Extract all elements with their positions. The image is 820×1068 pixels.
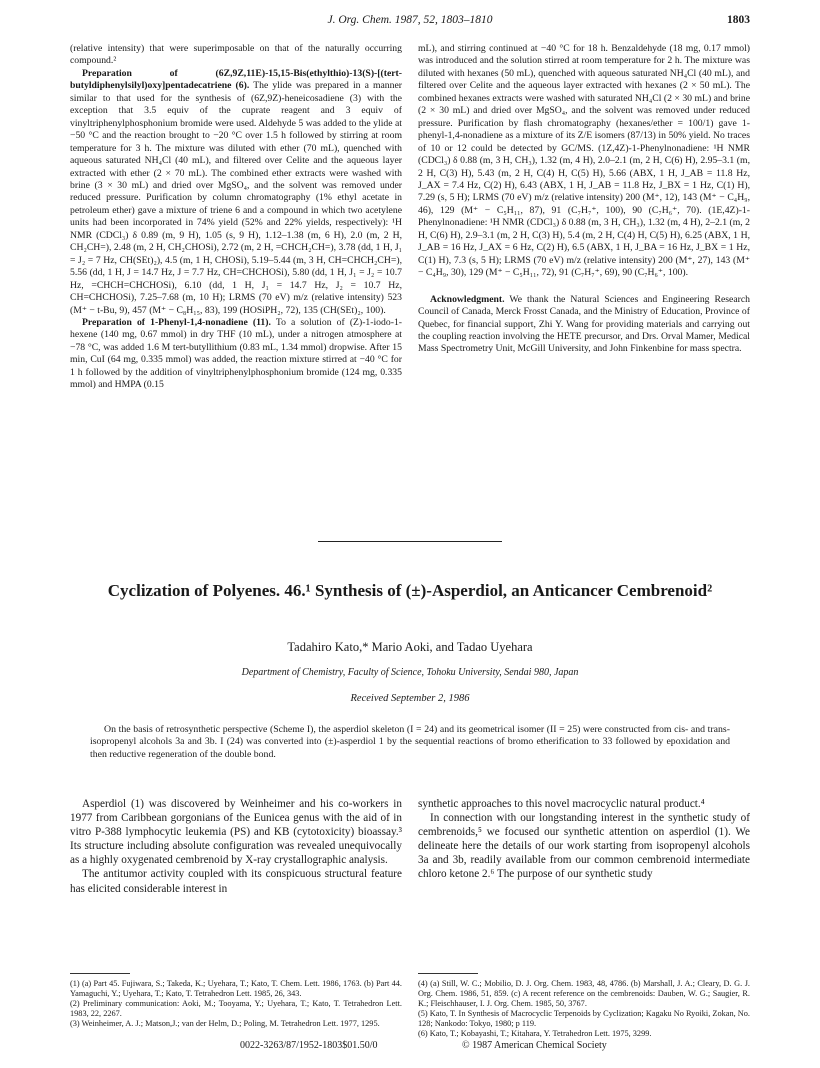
section-heading: Preparation of 1-Phenyl-1,4-nonadiene (11). [82, 316, 271, 328]
top-right-column [418, 43, 750, 356]
paragraph-text: The ylide was prepared in a manner similar to that used for the synthesis of (6Z,9Z)-heneicosadiene (3) with the exception that 3.5 equiv of the cuprate reagent and 3 equiv of vinyltriphenylphosphonium bromide were used. Aldehyde 5 was added to the ylide at −50 °C and the reaction brought to −20 °C over 1.5 h followed by stirring at room temperature for 3 h. The mixture was diluted with ether (70 mL), quenched with aqueous saturated NH₄Cl (40 mL), and filtered over Celite and the aqueous layer extracted with ether (2 × 70 mL). The combined ether extracts were washed with brine (3 × 30 mL) and dried over MgSO₄, and the solvent was removed under reduced pressure. Purification by column chromatography (1% ethyl acetate in petroleum ether) gave a mixture of triene 6 and a compound in which two acetylene units had been incorporated in 74% yield (52% and 22% yields, respectively): ¹H NMR (CDCl₃) δ 0.89 (m, 9 H), 1.05 (s, 9 H), 1.12–1.38 (m, 6 H), 2.0 (m, 2 H, CH₂CH=), 2.48 (m, 2 H, CH₂CHOSi), 2.72 (m, 2 H, =CHCH₂CH=), 3.78 (dd, 1 H, J₁ = J₂ = 7 Hz, CH(SEt)₂), 4.5 (m, 1 H, CHOSi), 5.19–5.44 (m, 3 H, CH=CHCH₂CH=), 5.56 (dd, 1 H, J = 14.7 Hz, J = 7.7 Hz, CH=CHCHOSi), 5.80 (dd, 1 H, J₁ = J₂ = 10.7 Hz, =CHCH=CHCHOSi), 6.10 (dd, 1 H, J₁ = 14.7 Hz, J₂ = 10.7 Hz, CH=CHCHOSi), 7.25–7.68 (m, 10 H); LRMS (70 eV) m/z (relative intensity) 523 (M⁺ − t-Bu, 9), 457 (M⁺ − C₈H₁₅, 83), 199 (HOSiPH₂, 72), 135 (CH(SEt)₂, 100). [70, 80, 403, 316]
paragraph: In connection with our longstanding interest in the synthetic study of cembrenoids,⁵ we focused our synthetic attention on asperdiol (1). We delineate here the details of our work starting from isopropenyl alcohols 3a and 3b, readily available from our common cembrenoid intermediate chloro ketone 2.⁶ The purpose of our synthetic study [418, 812, 750, 881]
body-right-column [418, 797, 750, 882]
article-authors: Tadahiro Kato,* Mario Aoki, and Tadao Uyehara [287, 640, 533, 654]
paragraph-text: To a solution of (Z)-1-iodo-1-hexene (140 mg, 0.67 mmol) in dry THF (10 mL), under a nitrogen atmosphere at −78 °C, was added 1.6 M tert-butyllithium (0.83 mL, 1.34 mmol) dropwise. After 15 min, CuI (64 mg, 0.335 mmol) was added, the reaction mixture stirred at −40 °C for 1 h followed by the addition of vinyltriphenylphosphonium bromide (124 mg, 0.335 mmol) and HMPA (0.15 [70, 316, 403, 391]
footnotes-right [418, 979, 750, 1040]
article-code: 0022-3263/87/1952-1803$01.50/0 [240, 1040, 378, 1051]
footnote-rule [70, 973, 130, 974]
acknowledgment [418, 294, 750, 356]
acknowledgment-heading: Acknowledgment. [430, 293, 505, 305]
running-header [70, 14, 750, 30]
footnote-rule [418, 973, 478, 974]
acknowledgment-text: We thank the Natural Sciences and Engineering Research Council of Canada, Merck Frosst Canada, and the Ministry of Education, Province of Quebec, for financial support, Zhi Y. Wang for providing materials and carrying out the coupling reaction involving the HETE precursor, and Drs. Orval Mamer, Medical Mass Spectrometry Unit, McGill University, and John Finkenbine for mass spectra. [418, 293, 751, 355]
paragraph: synthetic approaches to this novel macrocyclic natural product.⁴ [418, 798, 705, 810]
footnote: (5) Kato, T. In Synthesis of Macrocyclic Terpenoids by Cyclization; Kagaku No Ryoiki, Zokan, No. 128; Nankodo: Tokyo, 1980; p 119. [418, 1009, 750, 1029]
page-number: 1803 [727, 14, 750, 26]
journal-citation: J. Org. Chem. 1987, 52, 1803–1810 [327, 14, 493, 26]
paragraph: mL), and stirring continued at −40 °C for 18 h. Benzaldehyde (18 mg, 0.17 mmol) was introduced and the solution stirred at room temperature for 2 h. The mixture was diluted with hexanes (50 mL), quenched with aqueous saturated NH₄Cl (40 mL), and filtered over Celite and the aqueous layer extracted with hexanes (2 × 50 mL). The combined hexanes extracts were washed with saturated NH₄Cl (2 × 30 mL) and brine (2 × 30 mL) and dried over MgSO₄, and the solvent was removed under reduced pressure. Purification by flash chromatography (hexanes/ether = 100/1) gave 1-phenyl-1,4-nonadiene as a mixture of its Z/E isomers (87/13) in 50% yield. No traces of 10 or 12 could be detected by GC/MS. (1Z,4Z)-1-Phenylnonadiene: ¹H NMR (CDCl₃) δ 0.88 (m, 3 H, CH₃), 1.32 (m, 4 H), 2.0–2.1 (m, 2 H, C(6) H), 2.95–3.1 (m, 2 H, C(3) H), 5.43 (m, 2 H, C(4) H, C(5) H), 5.66 (ABX, 1 H, J_AB = 11.8 Hz, J_AX = 7.4 Hz, C(2) H), 6.43 (ABX, 1 H, J_AB = 11.8 Hz, J_BX = 1 Hz, C(1) H), 7.29 (s, 5 H); LRMS (70 eV) m/z (relative intensity) 200 (M⁺, 12), 143 (M⁺ − C₄H₉, 46), 129 (M⁺ − C₅H₁₁, 87), 91 (C₇H₇⁺, 100), 90 (C₇H₆⁺, 70). (1E,4Z)-1-Phenylnonadiene: ¹H NMR (CDCl₃) δ 0.88 (m, 3 H, CH₃), 1.32 (m, 4 H), 2–2.1 (m, 2 H, C(6) H), 2.9–3.1 (m, 2 H, C(3) H), 5.4 (m, 2 H, C(4) H, C(5) H), 6.25 (ABX, 1 H, J_AB = 16 Hz, J_AX = 6 Hz, C(2) H), 6.5 (ABX, 1 H, J_BA = 16 Hz, J_BX = 1 Hz, C(1) H), 7.3 (s, 5 H); LRMS (70 eV) m/z (relative intensity) 200 (M⁺, 27), 143 (M⁺ − C₄H₉, 30), 129 (M⁺ − C₅H₁₁, 72), 91 (C₇H₇⁺, 69), 90 (C₇H₆⁺, 100). [418, 43, 750, 279]
footnote: (2) Preliminary communication: Aoki, M.; Tooyama, Y.; Uyehara, T.; Kato, T. Tetrahedron Lett. 1983, 22, 2267. [70, 999, 402, 1019]
paragraph: The antitumor activity coupled with its conspicuous structural feature has elicited considerable interest in [70, 868, 402, 895]
footnote: (3) Weinheimer, A. J.; Matson,J.; van der Helm, D.; Poling, M. Tetrahedron Lett. 1977, 1295. [70, 1019, 380, 1029]
footnote: (4) (a) Still, W. C.; Mobilio, D. J. Org. Chem. 1983, 48, 4786. (b) Marshall, J. A.; Cleary, D. G. J. Org. Chem. 1986, 51, 859. (c) A recent reference on the cembrenoids: Dauben, W. G.; Saugier, R. K.; Fleischhauser, I. J. Org. Chem. 1985, 50, 3767. [418, 979, 750, 1009]
abstract: On the basis of retrosynthetic perspective (Scheme I), the asperdiol skeleton (I = 24) and its geometrical isomer (II = 25) were constructed from cis- and trans-isopropenyl alcohols 3a and 3b. I (24) was converted into (±)-asperdiol 1 by the sequential reactions of bromo etherification to 33 followed by epoxidation and then reductive regeneration of the double bond. [90, 724, 730, 760]
footnote: (6) Kato, T.; Kobayashi, T.; Kitahara, Y. Tetrahedron Lett. 1975, 3299. [418, 1029, 652, 1039]
article-title: Cyclization of Polyenes. 46.¹ Synthesis of (±)-Asperdiol, an Anticancer Cembrenoid² [107, 581, 713, 600]
footnote: (1) (a) Part 45. Fujiwara, S.; Takeda, K.; Uyehara, T.; Kato, T. Chem. Lett. 1986, 1763. (b) Part 44. Yamaguchi, Y.; Uyehara, T.; Kato, T. Tetrahedron Lett. 1985, 26, 343. [70, 979, 402, 999]
received-date: Received September 2, 1986 [350, 693, 470, 704]
article-divider [318, 541, 502, 542]
paragraph: Asperdiol (1) was discovered by Weinheimer and his co-workers in 1977 from Caribbean gorgonians of the Eunicea genus with the aid of in vitro P-388 lymphocytic leukemia (PS) and KB (cytotoxicity) bioassay.³ Its structure including absolute configuration was revealed unequivocally as a highly oxygenated cembrenoid by X-ray crystallographic analysis. [70, 798, 402, 867]
footnotes-left [70, 979, 402, 1029]
paragraph [70, 68, 402, 317]
article-affiliation: Department of Chemistry, Faculty of Science, Tohoku University, Sendai 980, Japan [241, 667, 579, 678]
top-left-column [70, 43, 402, 392]
paragraph: (relative intensity) that were superimposable on that of the naturally occurring compound.² [70, 43, 402, 67]
body-left-column [70, 797, 402, 896]
copyright: © 1987 American Chemical Society [462, 1040, 607, 1051]
paragraph [70, 317, 402, 392]
section-heading: Preparation of (6Z,9Z,11E)-15,15-Bis(ethylthio)-13(S)-[(tert-butyldiphenylsilyl)oxy]pentadecatriene (6). [70, 67, 402, 92]
